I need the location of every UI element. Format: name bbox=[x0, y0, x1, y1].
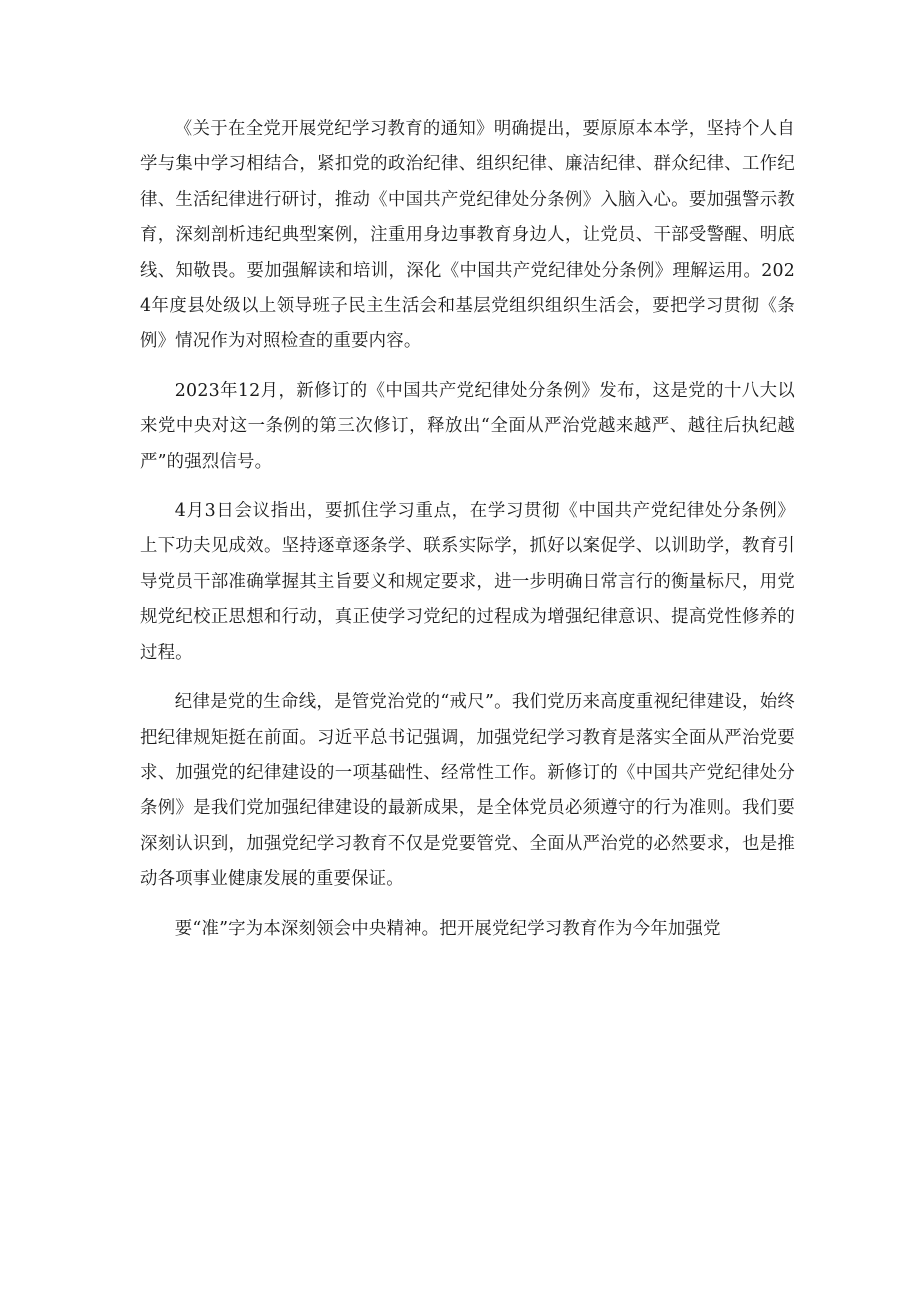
paragraph-meeting-points: 4月3日会议指出，要抓住学习重点，在学习贯彻《中国共产党纪律处分条例》上下功夫见成效。坚持逐章逐条学、联系实际学，抓好以案促学、以训助学，教育引导党员干部准确掌握其主旨要义和规定要求，进一步明确日常言行的衡量标尺，用党规党纪校正思想和行动，真正使学习党纪的过程成为增强纪律意识、提高党性修养的过程。 bbox=[140, 501, 795, 663]
paragraph-regulation-revision: 2023年12月，新修订的《中国共产党纪律处分条例》发布，这是党的十八大以来党中央对这一条例的第三次修订，释放出“全面从严治党越来越严、越往后执纪越严”的强烈信号。 bbox=[140, 380, 795, 472]
paragraph-accuracy-focus: 要“准”字为本深刻领会中央精神。把开展党纪学习教育作为今年加强党 bbox=[174, 918, 721, 939]
paragraph-study-notice: 《关于在全党开展党纪学习教育的通知》明确提出，要原原本本学，坚持个人自学与集中学习相结合，紧扣党的政治纪律、组织纪律、廉洁纪律、群众纪律、工作纪律、生活纪律进行研讨，推动《中国共产党纪律处分条例》入脑入心。要加强警示教育，深刻剖析违纪典型案例，注重用身边事教育身边人，让党员、干部受警醒、明底线、知敬畏。要加强解读和培训，深化《中国共产党纪律处分条例》理解运用。2024年度县处级以上领导班子民主生活会和基层党组织组织生活会，要把学习贯彻《条例》情况作为对照检查的重要内容。 bbox=[140, 119, 795, 352]
paragraph-discipline-lifeline: 纪律是党的生命线，是管党治党的“戒尺”。我们党历来高度重视纪律建设，始终把纪律规矩挺在前面。习近平总书记强调，加强党纪学习教育是落实全面从严治党要求、加强党的纪律建设的一项基础性、经常性工作。新修订的《中国共产党纪律处分条例》是我们党加强纪律建设的最新成果，是全体党员必须遵守的行为准则。我们要深刻认识到，加强党纪学习教育不仅是党要管党、全面从严治党的必然要求，也是推动各项事业健康发展的重要保证。 bbox=[140, 692, 795, 890]
document-body bbox=[140, 112, 795, 961]
